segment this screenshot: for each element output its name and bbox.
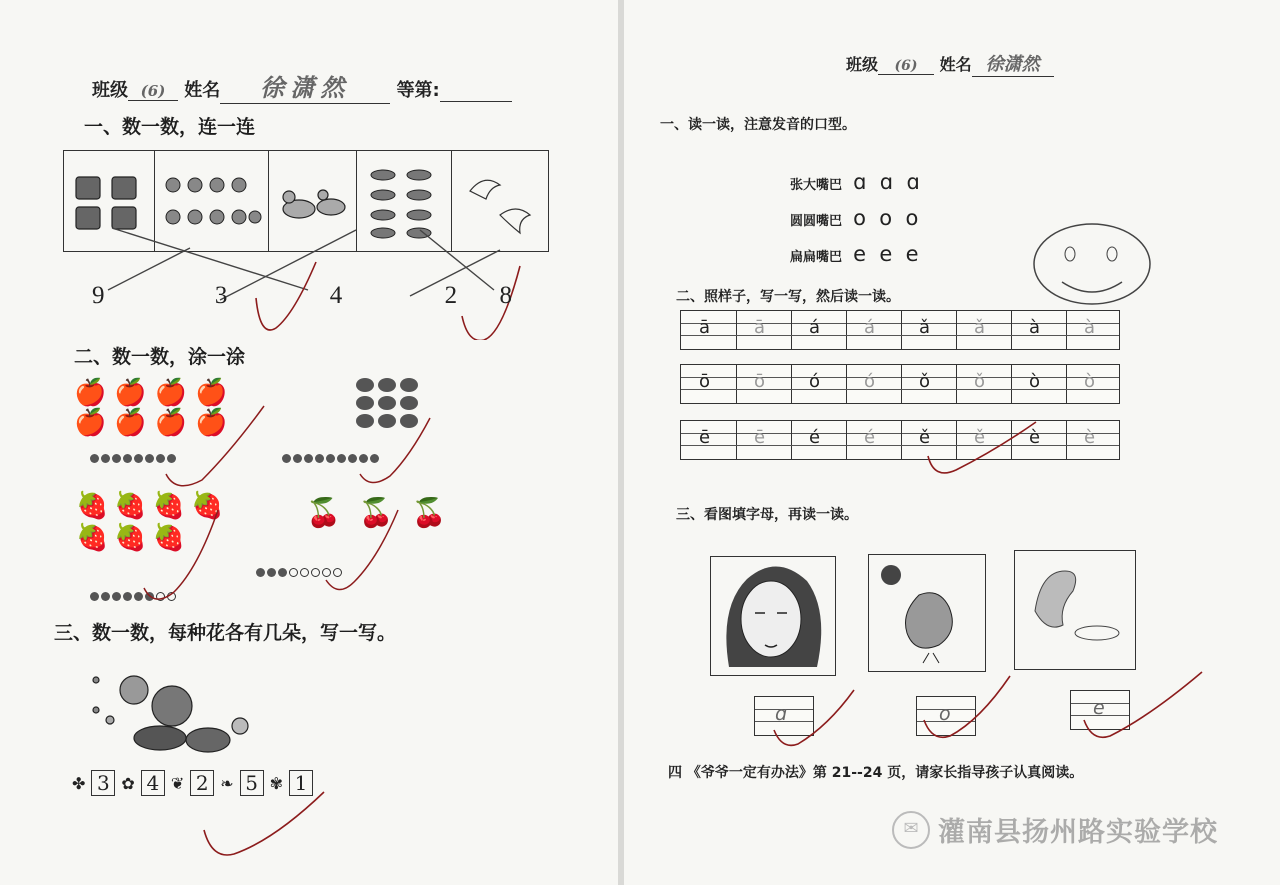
apple-icon: 🍎🍎🍎🍎: [74, 378, 236, 408]
rooster-icon: [869, 555, 983, 669]
watermark-text: 灌南县扬州路实验学校: [938, 817, 1218, 848]
mouth-row: 扁扁嘴巴 e e e: [790, 242, 919, 266]
strawberry-icon: 🍓🍓🍓🍓: [76, 491, 230, 521]
daisy-icon: ✿: [121, 773, 135, 793]
pinyin-cell: à: [1029, 317, 1041, 338]
pinyin-cell[interactable]: ō: [754, 371, 766, 392]
sprout-icon: ❧: [220, 773, 234, 793]
name-value: 徐潇然: [220, 68, 390, 104]
strawberry-icon: 🍓🍓🍓: [76, 523, 192, 553]
goose-icon: [1015, 551, 1133, 667]
number-4: 2: [444, 282, 458, 309]
grading-marks: [0, 380, 618, 620]
smiley-face-icon: [1028, 220, 1158, 312]
pinyin-cell[interactable]: è: [1084, 427, 1096, 448]
answer-cell-2[interactable]: o: [916, 696, 976, 736]
pinyin-cell[interactable]: á: [864, 317, 876, 338]
number-row: [92, 282, 512, 310]
name-value: 徐潇然: [972, 50, 1054, 77]
section2-title: 二、数一数，涂一涂: [74, 346, 246, 368]
mouth-row: 张大嘴巴 ɑ ɑ ɑ: [790, 170, 920, 194]
sunflower-icon: [90, 660, 260, 760]
right-header: [846, 50, 1054, 77]
check-mark: [180, 790, 380, 870]
section4-text: 四 《爷爷一定有办法》第 21--24 页，请家长指导孩子认真阅读。: [668, 765, 1084, 781]
answer-box-2[interactable]: 4: [141, 770, 165, 796]
pinyin-row-o: [680, 364, 1120, 404]
pinyin-cell: è: [1029, 427, 1041, 448]
apple-icon: 🍎🍎🍎🍎: [74, 408, 236, 438]
pinyin-cell[interactable]: ò: [1084, 371, 1096, 392]
class-value: (6): [878, 58, 934, 75]
pinyin-cell: ē: [699, 427, 711, 448]
number-3: 4: [329, 282, 343, 309]
answer-cell-3[interactable]: e: [1070, 690, 1130, 730]
wechat-icon: ✉: [892, 811, 930, 849]
pinyin-cell: é: [809, 427, 821, 448]
number-5: 8: [499, 282, 512, 309]
pinyin-cell: ǎ: [919, 317, 931, 338]
picture-rooster: [868, 554, 986, 672]
pinyin-cell: ò: [1029, 371, 1041, 392]
pinyin-cell: ō: [699, 371, 711, 392]
section1-title: 一、数一数，连一连: [84, 116, 256, 138]
grade-label: 等第:: [396, 80, 440, 101]
picture-woman: [710, 556, 836, 676]
section1-title: 一、读一读，注意发音的口型。: [660, 117, 856, 133]
pinyin-cell[interactable]: ā: [754, 317, 766, 338]
pinyin-row-a: [680, 310, 1120, 350]
number-2: 3: [214, 282, 228, 309]
clover-icon: ✤: [72, 773, 86, 793]
number-1: 9: [92, 282, 105, 309]
answer-box-3[interactable]: 2: [190, 770, 214, 796]
section3-title: 三、数一数，每种花各有几朵，写一写。: [54, 622, 397, 644]
pinyin-cell: ě: [919, 427, 931, 448]
mouth-row: 圆圆嘴巴 o o o: [790, 206, 919, 230]
pinyin-cell[interactable]: é: [864, 427, 876, 448]
pinyin-cell: ā: [699, 317, 711, 338]
pinyin-cell[interactable]: ē: [754, 427, 766, 448]
check-marks: [764, 660, 1264, 760]
answer-box-1[interactable]: 3: [91, 770, 115, 796]
name-label: 姓名: [939, 55, 972, 74]
pinyin-cell[interactable]: à: [1084, 317, 1096, 338]
tulip-icon: ❦: [170, 773, 185, 793]
woman-face-icon: [711, 557, 833, 673]
pinyin-cell[interactable]: ě: [974, 427, 986, 448]
section3-title: 三、看图填字母，再读一读。: [676, 507, 858, 523]
answer-box-4[interactable]: 5: [240, 770, 264, 796]
pinyin-cell[interactable]: ǒ: [974, 371, 986, 392]
rose-icon: ✾: [269, 773, 284, 793]
pinyin-cell[interactable]: ó: [864, 371, 876, 392]
answer-box-5[interactable]: 1: [289, 770, 313, 796]
name-label: 姓名: [184, 80, 221, 101]
class-value: (6): [128, 82, 178, 101]
flower-picture: [90, 660, 260, 760]
class-label: 班级: [846, 55, 879, 74]
left-worksheet-page: [0, 0, 618, 885]
watermark: [892, 810, 1218, 849]
section2-title: 二、照样子，写一写，然后读一读。: [676, 289, 900, 305]
cherry-icon: 🍒🍒🍒: [306, 496, 465, 529]
picture-goose: [1014, 550, 1136, 670]
pinyin-cell: á: [809, 317, 821, 338]
pinyin-cell[interactable]: ǎ: [974, 317, 986, 338]
pinyin-cell: ǒ: [919, 371, 931, 392]
check-mark: [914, 420, 1114, 490]
answer-cell-1[interactable]: ɑ: [754, 696, 814, 736]
right-worksheet-page: [624, 0, 1280, 885]
class-label: 班级: [92, 80, 128, 101]
mouth-shapes: [790, 166, 920, 274]
pinyin-cell: ó: [809, 371, 821, 392]
